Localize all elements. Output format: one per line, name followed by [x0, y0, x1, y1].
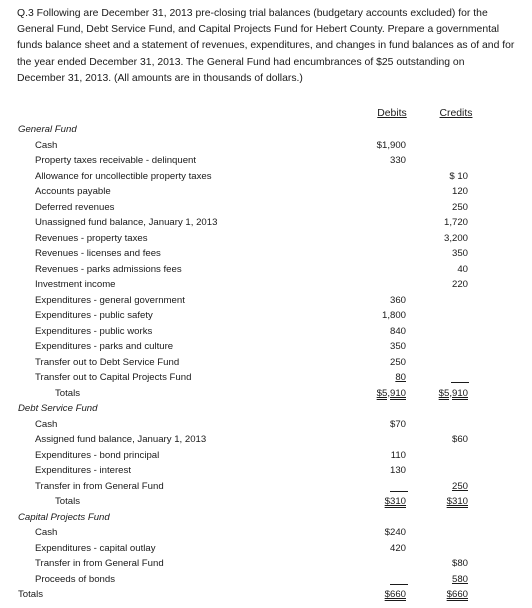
account-label: Expenditures - interest — [35, 465, 131, 476]
debit-total: $660 — [384, 589, 406, 600]
section-title: Debt Service Fund — [18, 403, 98, 414]
totals-label: Totals — [55, 387, 81, 399]
account-label: Expenditures - public works — [35, 325, 153, 337]
credit-value: 120 — [451, 186, 468, 197]
totals-label: Totals — [18, 589, 44, 600]
table-row — [0, 277, 532, 293]
question-text: Q.3 Following are December 31, 2013 pre-closing trial balances (budgetary accounts excluded) for the General Fund, Debt Service Fund, and Capital Projects Fund for Hebert County. Prepare a governmental funds balance sheet and a statement of revenues, expenditures, and changes in fund balances as of and for the year ended December 31, 2013. The General Fund had encumbrances of $25 outstanding on December 31, 2013. (All amounts are in thousands of dollars.) — [17, 8, 515, 84]
credits-header: Credits — [439, 108, 473, 119]
debit-value: 350 — [389, 341, 406, 352]
table-row — [0, 200, 532, 216]
table-row — [0, 448, 532, 464]
table-row — [0, 215, 532, 231]
account-label: Accounts payable — [35, 186, 111, 197]
account-label: Proceeds of bonds — [35, 573, 116, 585]
account-label: Unassigned fund balance, January 1, 2013 — [35, 217, 218, 228]
account-label: Transfer in from General Fund — [35, 480, 164, 492]
debit-value: 1,800 — [381, 310, 406, 321]
debit-value: 840 — [389, 325, 406, 337]
table-row — [0, 479, 532, 495]
subtotal-rule — [390, 491, 408, 492]
table-row — [0, 556, 532, 572]
table-row — [0, 525, 532, 541]
table-row — [0, 463, 532, 479]
account-label: Transfer out to Capital Projects Fund — [35, 372, 192, 383]
account-label: Transfer out to Debt Service Fund — [35, 356, 180, 368]
table-row — [0, 246, 532, 262]
section-title: General Fund — [18, 124, 77, 135]
debit-value: 80 — [395, 372, 406, 383]
credit-value: 1,720 — [443, 217, 468, 228]
credit-value: 250 — [451, 201, 468, 213]
credit-value: 40 — [457, 263, 468, 275]
account-label: Expenditures - bond principal — [35, 449, 160, 461]
table-row — [0, 417, 532, 433]
account-label: Expenditures - capital outlay — [35, 542, 156, 554]
table-row — [0, 572, 532, 588]
table-row — [0, 293, 532, 309]
section-title: Capital Projects Fund — [18, 511, 110, 523]
account-label: Expenditures - general government — [35, 294, 185, 306]
account-label: Expenditures - parks and culture — [35, 341, 174, 352]
debit-total: $310 — [384, 496, 406, 507]
account-label: Revenues - parks admissions fees — [35, 263, 182, 275]
account-label: Investment income — [35, 279, 116, 290]
credit-total: $660 — [446, 589, 468, 600]
account-label: Cash — [35, 527, 58, 538]
debit-value: $240 — [384, 527, 406, 538]
credit-value: 580 — [451, 573, 468, 585]
table-row — [0, 138, 532, 154]
account-label: Property taxes receivable - delinquent — [35, 155, 197, 166]
table-row — [0, 231, 532, 247]
debit-value: $1,900 — [376, 139, 406, 151]
table-row — [0, 370, 532, 386]
credit-value: 250 — [451, 480, 468, 492]
table-row — [0, 339, 532, 355]
debit-value: 360 — [389, 294, 406, 306]
subtotal-rule — [390, 584, 408, 585]
credit-value: $ 10 — [449, 170, 468, 182]
account-label: Deferred revenues — [35, 201, 115, 213]
totals-row — [0, 386, 532, 402]
table-row — [0, 153, 532, 169]
account-label: Cash — [35, 418, 58, 430]
credit-value: $80 — [451, 558, 468, 569]
table-row — [0, 169, 532, 185]
credit-value: 220 — [451, 279, 468, 290]
subtotal-rule — [451, 382, 469, 383]
debt-service-fund-heading — [0, 401, 532, 417]
capital-projects-fund-heading — [0, 510, 532, 526]
debits-header: Debits — [377, 108, 407, 119]
credit-value: $60 — [451, 434, 468, 445]
debit-total: $5,910 — [376, 387, 406, 399]
account-label: Expenditures - public safety — [35, 310, 153, 321]
debit-value: 130 — [389, 465, 406, 476]
table-row — [0, 262, 532, 278]
table-row — [0, 432, 532, 448]
table-row — [0, 184, 532, 200]
debit-value: 420 — [389, 542, 406, 554]
credit-total: $5,910 — [438, 387, 468, 399]
account-label: Revenues - licenses and fees — [35, 248, 161, 259]
account-label: Allowance for uncollectible property taxes — [35, 170, 212, 182]
debit-value: 250 — [389, 356, 406, 368]
totals-label: Totals — [55, 496, 81, 507]
totals-row — [0, 494, 532, 510]
general-fund-heading — [0, 122, 532, 138]
debit-value: 110 — [390, 449, 406, 461]
table-row — [0, 308, 532, 324]
credit-value: 350 — [451, 248, 468, 259]
account-label: Revenues - property taxes — [35, 232, 148, 244]
account-label: Assigned fund balance, January 1, 2013 — [35, 434, 207, 445]
account-label: Transfer in from General Fund — [35, 558, 164, 569]
credit-value: 3,200 — [443, 232, 468, 244]
debit-value: $70 — [389, 418, 406, 430]
credit-total: $310 — [446, 496, 468, 507]
totals-row — [0, 587, 532, 603]
table-row — [0, 355, 532, 371]
debit-value: 330 — [389, 155, 406, 166]
account-label: Cash — [35, 139, 58, 151]
table-row — [0, 541, 532, 557]
table-row — [0, 324, 532, 340]
